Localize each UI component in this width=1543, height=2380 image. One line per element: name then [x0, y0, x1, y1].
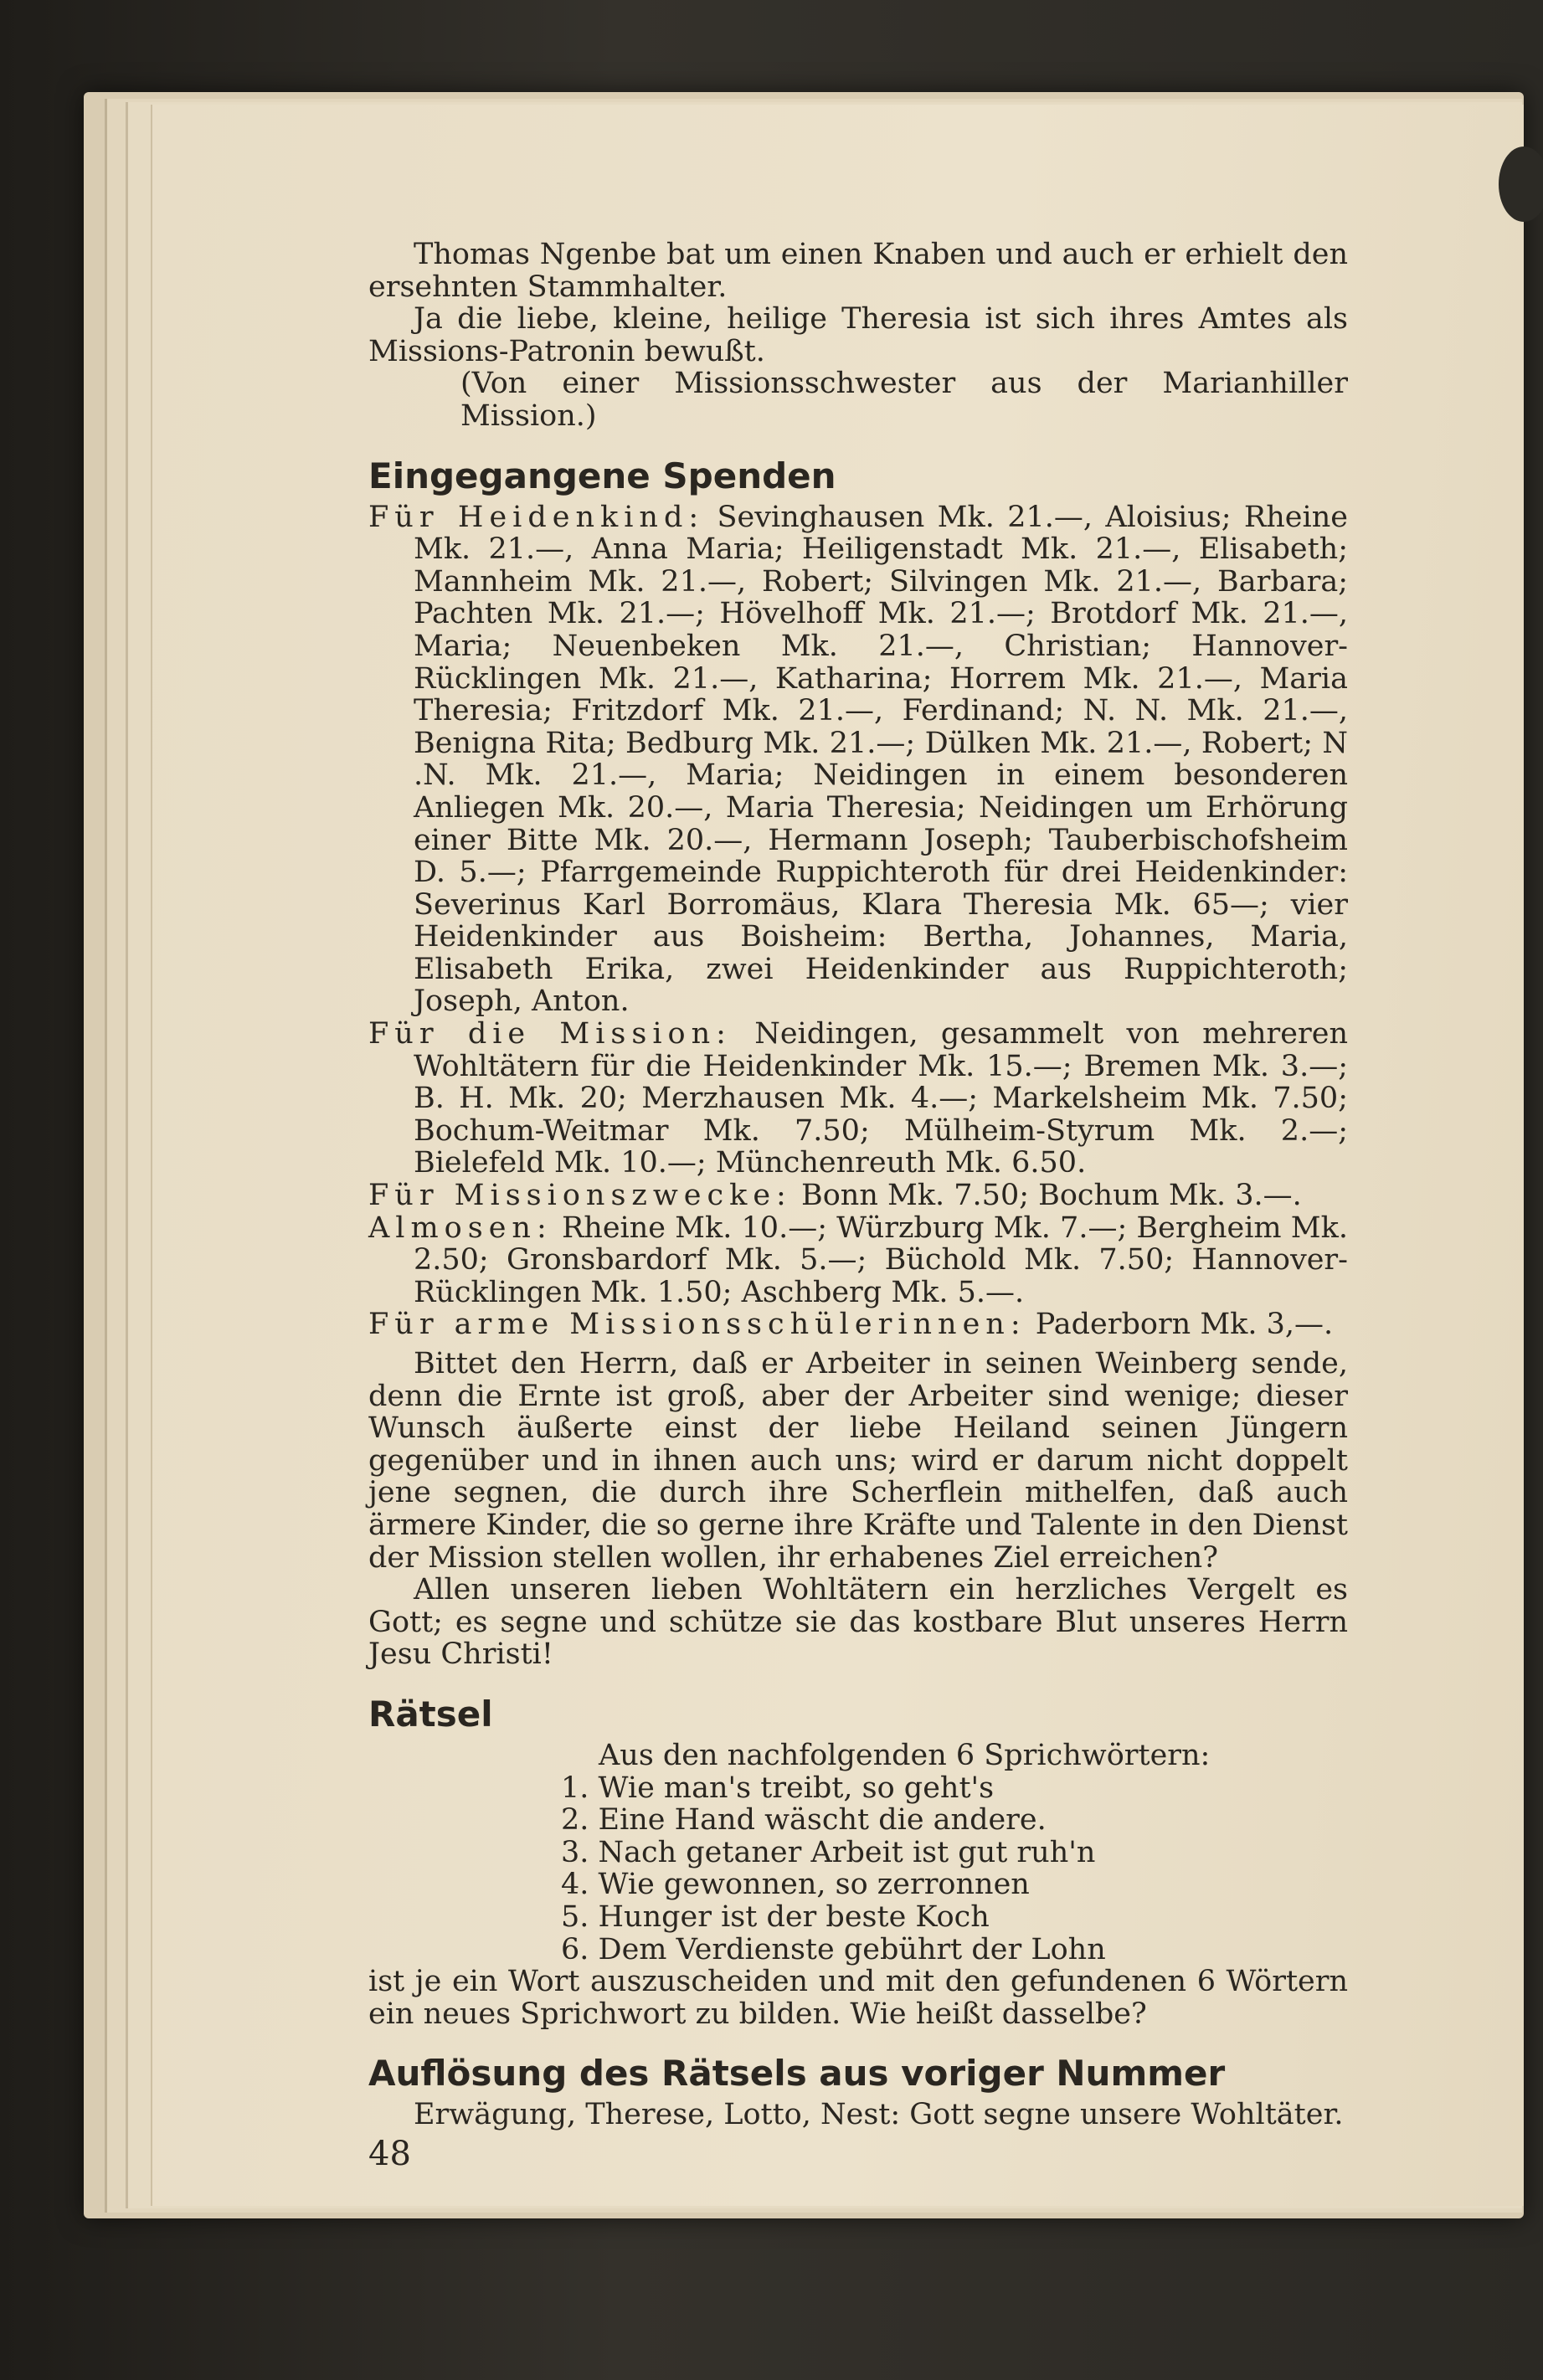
page-hole [1499, 147, 1543, 222]
intro-paragraph-1: Thomas Ngenbe bat um einen Knaben und auch er erhielt den ersehnten Stammhalter. [368, 238, 1348, 304]
donation-schuelerinnen [368, 1308, 1348, 1341]
donation-list: Rheine Mk. 10.—; Würzburg Mk. 7.—; Bergheim Mk. 2.50; Gronsbardorf Mk. 5.—; Büchold Mk. 7.50; Hannover-Rücklingen Mk. 1.50; Aschberg Mk. 5.—. [414, 1211, 1348, 1309]
intro-source: (Von einer Missionsschwester aus der Marianhiller Mission.) [460, 367, 1348, 433]
donation-list: Neidingen, gesammelt von mehreren Wohltätern für die Heidenkinder Mk. 15.—; Bremen Mk. 3.—; B. H. Mk. 20; Merzhausen Mk. 4.—; Markelsheim Mk. 7.50; Bochum-Weitmar Mk. 7.50; Mülheim-Styrum Mk. 2.—; Bielefeld Mk. 10.—; Münchenreuth Mk. 6.50. [414, 1017, 1348, 1180]
donation-category-label: Für arme Missionsschülerinnen: [368, 1308, 1026, 1342]
riddle-item: 5. Hunger ist der beste Koch [561, 1899, 990, 1934]
riddle-item: 6. Dem Verdienste gebührt der Lohn [561, 1932, 1106, 1966]
riddle-item: 3. Nach getaner Arbeit ist gut ruh'n [561, 1835, 1096, 1869]
donation-category-label: Für Missionszwecke: [368, 1179, 792, 1213]
appeal-paragraph-2: Allen unseren lieben Wohltätern ein herzliches Vergelt es Gott; es segne und schütze sie das kostbare Blut unseres Herrn Jesu Christi! [368, 1573, 1348, 1672]
intro-paragraph-2: Ja die liebe, kleine, heilige Theresia ist sich ihres Amtes als Missions-Patronin bewußt. [368, 302, 1348, 368]
donation-mission [368, 1018, 1348, 1180]
solution-text: Erwägung, Therese, Lotto, Nest: Gott segne unsere Wohltäter. [414, 2098, 1344, 2132]
donation-category-label: Für Heidenkind: [368, 500, 705, 534]
donation-list: Bonn Mk. 7.50; Bochum Mk. 3.—. [800, 1179, 1302, 1213]
donation-missionszwecke [368, 1180, 1348, 1212]
solution-heading: Auflösung des Rätsels aus voriger Nummer [368, 2053, 1226, 2095]
donation-heidenkind [368, 501, 1348, 1019]
donation-list: Paderborn Mk. 3,—. [1035, 1308, 1334, 1342]
riddle-item: 4. Wie gewonnen, so zerronnen [561, 1868, 1030, 1902]
riddle-item: 2. Eine Hand wäscht die andere. [561, 1803, 1047, 1838]
donation-almosen [368, 1212, 1348, 1309]
riddle-list [368, 1772, 1348, 1966]
riddle-intro: Aus den nachfolgenden 6 Sprichwörtern: [599, 1738, 1211, 1772]
riddle-outro: ist je ein Wort auszuscheiden und mit den gefundenen 6 Wörtern ein neues Sprichwort zu bilden. Wie heißt dasselbe? [368, 1965, 1348, 2031]
donation-category-label: Für die Mission: [368, 1017, 732, 1051]
riddle-heading: Rätsel [368, 1693, 493, 1735]
appeal-paragraph-1: Bittet den Herrn, daß er Arbeiter in seinen Weinberg sende, denn die Ernte ist groß, aber der Arbeiter sind wenige; dieser Wunsch äußerte einst der liebe Heiland seinen Jüngern gegenüber und in ihnen auch uns; wird er darum nicht doppelt jene segnen, die durch ihre Scherflein mithelfen, daß auch ärmere Kinder, die so gerne ihre Kräfte und Talente in den Dienst der Mission stellen wollen, ihr erhabenes Ziel erreichen? [368, 1347, 1348, 1575]
riddle-item: 1. Wie man's treibt, so geht's [561, 1771, 995, 1805]
donation-category-label: Almosen: [368, 1211, 553, 1245]
donations-heading: Eingegangene Spenden [368, 455, 836, 496]
donation-list: Sevinghausen Mk. 21.—, Aloisius; Rheine Mk. 21.—, Anna Maria; Heiligenstadt Mk. 21.—, Elisabeth; Mannheim Mk. 21.—, Robert; Silvingen Mk. 21.—, Barbara; Pachten Mk. 21.—; Hövelhoff Mk. 21.—; Brotdorf Mk. 21.—, Maria; Neuenbeken Mk. 21.—, Christian; Hannover-Rücklingen Mk. 21.—, Katharina; Horrem Mk. 21.—, Maria Theresia; Fritzdorf Mk. 21.—, Ferdinand; N. N. Mk. 21.—, Benigna Rita; Bedburg Mk. 21.—; Dülken Mk. 21.—, Robert; N .N. Mk. 21.—, Maria; Neidingen in einem besonderen Anliegen Mk. 20.—, Maria Theresia; Neidingen um Erhörung einer Bitte Mk. 20.—, Hermann Joseph; Tauberbischofsheim D. 5.—; Pfarrgemeinde Ruppichteroth für drei Heidenkinder: Severinus Karl Borromäus, Klara Theresia Mk. 65—; vier Heidenkinder aus Boisheim: Bertha, Johannes, Maria, Elisabeth Erika, zwei Heidenkinder aus Ruppichteroth; Joseph, Anton. [414, 500, 1348, 1019]
page-number: 48 [368, 2134, 411, 2173]
page-content [368, 239, 1348, 2177]
